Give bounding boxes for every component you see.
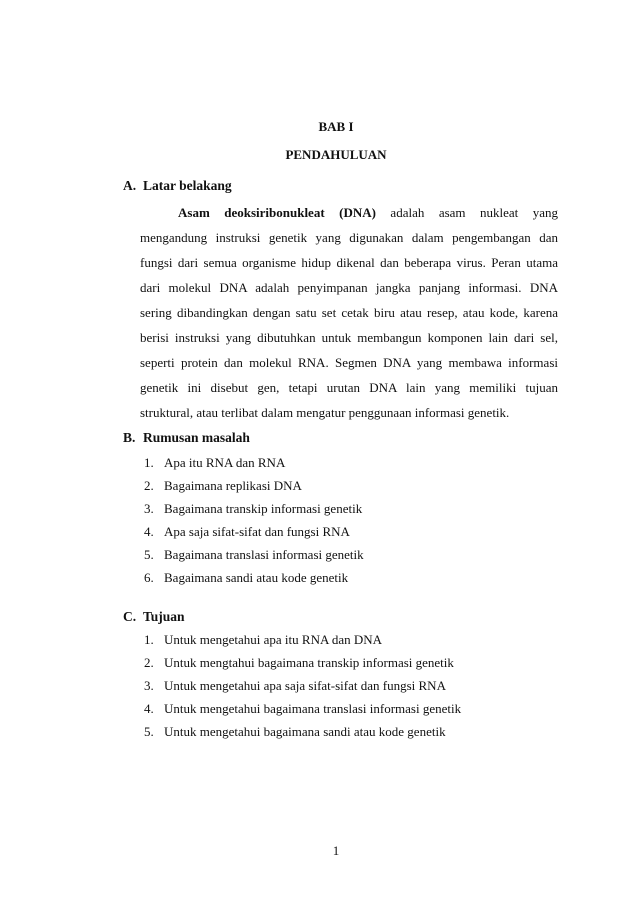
list-number: 4. — [144, 701, 154, 716]
section-heading-latar-belakang — [123, 178, 232, 194]
list-item-text: Bagaimana sandi atau kode genetik — [164, 570, 349, 585]
list-item-text: Untuk mengtahui bagaimana transkip informasi genetik — [164, 655, 454, 670]
paragraph-line: fungsi dari semua organisme hidup dikenal dan beberapa virus. Peran utama — [140, 255, 558, 270]
list-number: 4. — [144, 524, 154, 539]
list-item — [144, 501, 362, 517]
section-letter: A. — [123, 178, 137, 193]
list-item — [144, 547, 364, 563]
paragraph-line: seperti protein dan molekul RNA. Segmen DNA yang membawa informasi — [140, 355, 558, 370]
list-item-text: Apa saja sifat-sifat dan fungsi RNA — [164, 524, 350, 539]
list-number: 2. — [144, 478, 154, 493]
list-item — [144, 678, 446, 694]
paragraph-line — [178, 205, 558, 223]
list-item-text: Bagaimana replikasi DNA — [164, 478, 302, 493]
list-item-text: Bagaimana translasi informasi genetik — [164, 547, 364, 562]
section-letter: B. — [123, 430, 136, 445]
list-item-text: Untuk mengetahui apa itu RNA dan DNA — [164, 632, 383, 647]
list-item-text: Untuk mengetahui bagaimana sandi atau kode genetik — [164, 724, 446, 739]
list-number: 1. — [144, 455, 154, 470]
list-item — [144, 478, 302, 494]
dna-term: Asam deoksiribonukleat (DNA) — [178, 205, 376, 220]
list-number: 6. — [144, 570, 154, 585]
paragraph-line-text: adalah asam nukleat yang — [390, 205, 558, 220]
list-number: 5. — [144, 547, 154, 562]
section-heading-rumusan-masalah — [123, 430, 250, 446]
list-item — [144, 632, 382, 648]
list-item — [144, 455, 285, 471]
paragraph-line: sering dibandingkan dengan satu set cetak biru atau resep, atau kode, karena — [140, 305, 558, 320]
list-number: 5. — [144, 724, 154, 739]
section-heading-tujuan — [123, 609, 185, 625]
list-number: 1. — [144, 632, 154, 647]
paragraph-line: struktural, atau terlibat dalam mengatur penggunaan informasi genetik. — [140, 405, 510, 420]
list-item-text: Untuk mengetahui apa saja sifat-sifat dan fungsi RNA — [164, 678, 446, 693]
list-item — [144, 524, 350, 540]
paragraph-line: berisi instruksi yang dibutuhkan untuk membangun komponen lain dari sel, — [140, 330, 558, 345]
paragraph-line: dari molekul DNA adalah penyimpanan jangka panjang informasi. DNA — [140, 280, 558, 295]
list-number: 3. — [144, 501, 154, 516]
list-item — [144, 701, 461, 717]
list-item-text: Untuk mengetahui bagaimana translasi informasi genetik — [164, 701, 462, 716]
list-item — [144, 655, 454, 671]
list-item — [144, 724, 446, 740]
paragraph-line: genetik ini disebut gen, tetapi urutan DNA lain yang memiliki tujuan — [140, 380, 558, 395]
chapter-number: BAB I — [318, 119, 354, 134]
section-title: Latar belakang — [143, 178, 232, 193]
chapter-title: PENDAHULUAN — [285, 147, 387, 162]
list-item-text: Apa itu RNA dan RNA — [164, 455, 286, 470]
list-number: 3. — [144, 678, 154, 693]
section-letter: C. — [123, 609, 137, 624]
list-item-text: Bagaimana transkip informasi genetik — [164, 501, 363, 516]
section-title: Rumusan masalah — [143, 430, 250, 445]
section-title: Tujuan — [143, 609, 185, 624]
paragraph-line: mengandung instruksi genetik yang digunakan dalam pengembangan dan — [140, 230, 558, 245]
list-number: 2. — [144, 655, 154, 670]
page-number: 1 — [332, 843, 340, 858]
list-item — [144, 570, 348, 586]
